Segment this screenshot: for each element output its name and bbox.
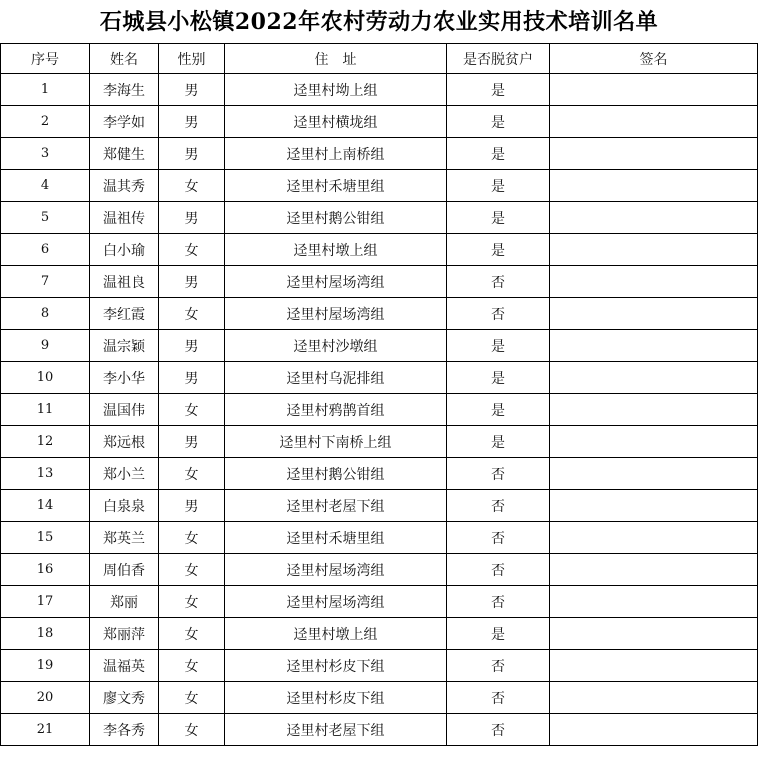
table-row	[1, 586, 758, 618]
cell-address: 迳里村老屋下组	[225, 714, 447, 746]
cell-address: 迳里村沙墩组	[225, 330, 447, 362]
cell-name: 郑英兰	[90, 522, 159, 554]
cell-signature	[550, 330, 758, 362]
cell-address: 迳里村横垅组	[225, 106, 447, 138]
table-row	[1, 458, 758, 490]
table-row	[1, 330, 758, 362]
table-row	[1, 170, 758, 202]
cell-poverty: 否	[447, 714, 550, 746]
cell-gender: 男	[159, 202, 225, 234]
cell-name: 廖文秀	[90, 682, 159, 714]
cell-poverty: 否	[447, 298, 550, 330]
cell-poverty: 是	[447, 234, 550, 266]
cell-name: 温福英	[90, 650, 159, 682]
cell-address: 迳里村老屋下组	[225, 490, 447, 522]
cell-signature	[550, 426, 758, 458]
table-row	[1, 714, 758, 746]
table-row	[1, 682, 758, 714]
cell-signature	[550, 106, 758, 138]
cell-name: 郑健生	[90, 138, 159, 170]
cell-name: 郑丽	[90, 586, 159, 618]
table-row	[1, 618, 758, 650]
cell-poverty: 是	[447, 362, 550, 394]
cell-signature	[550, 74, 758, 106]
cell-seq: 20	[1, 682, 90, 714]
cell-signature	[550, 394, 758, 426]
table-row	[1, 74, 758, 106]
cell-name: 周伯香	[90, 554, 159, 586]
cell-name: 温国伟	[90, 394, 159, 426]
table-row	[1, 106, 758, 138]
cell-signature	[550, 618, 758, 650]
cell-name: 李各秀	[90, 714, 159, 746]
cell-seq: 3	[1, 138, 90, 170]
cell-poverty: 是	[447, 170, 550, 202]
cell-poverty: 否	[447, 266, 550, 298]
cell-address: 迳里村下南桥上组	[225, 426, 447, 458]
cell-poverty: 否	[447, 650, 550, 682]
cell-address: 迳里村禾塘里组	[225, 170, 447, 202]
cell-gender: 女	[159, 522, 225, 554]
cell-seq: 18	[1, 618, 90, 650]
cell-seq: 1	[1, 74, 90, 106]
table-row	[1, 554, 758, 586]
cell-seq: 10	[1, 362, 90, 394]
cell-address: 迳里村鸦鹊首组	[225, 394, 447, 426]
cell-seq: 4	[1, 170, 90, 202]
cell-seq: 14	[1, 490, 90, 522]
cell-gender: 女	[159, 618, 225, 650]
cell-signature	[550, 234, 758, 266]
cell-signature	[550, 298, 758, 330]
cell-address: 迳里村禾塘里组	[225, 522, 447, 554]
cell-seq: 6	[1, 234, 90, 266]
header-signature: 签名	[550, 44, 758, 74]
cell-seq: 5	[1, 202, 90, 234]
table-row	[1, 266, 758, 298]
table-row	[1, 202, 758, 234]
cell-seq: 16	[1, 554, 90, 586]
cell-address: 迳里村屋场湾组	[225, 554, 447, 586]
cell-name: 李小华	[90, 362, 159, 394]
cell-address: 迳里村鹅公钳组	[225, 458, 447, 490]
table-row	[1, 138, 758, 170]
cell-seq: 11	[1, 394, 90, 426]
cell-signature	[550, 458, 758, 490]
cell-gender: 女	[159, 170, 225, 202]
table-row	[1, 426, 758, 458]
header-row	[1, 44, 758, 74]
cell-poverty: 是	[447, 394, 550, 426]
cell-poverty: 否	[447, 554, 550, 586]
cell-gender: 男	[159, 426, 225, 458]
cell-signature	[550, 522, 758, 554]
cell-poverty: 是	[447, 138, 550, 170]
cell-name: 郑小兰	[90, 458, 159, 490]
cell-name: 温祖良	[90, 266, 159, 298]
cell-gender: 女	[159, 394, 225, 426]
cell-gender: 男	[159, 490, 225, 522]
table-row	[1, 394, 758, 426]
cell-signature	[550, 266, 758, 298]
cell-address: 迳里村墩上组	[225, 618, 447, 650]
cell-name: 温祖传	[90, 202, 159, 234]
cell-gender: 女	[159, 554, 225, 586]
cell-gender: 男	[159, 106, 225, 138]
cell-name: 白小瑜	[90, 234, 159, 266]
cell-poverty: 否	[447, 682, 550, 714]
header-seq: 序号	[1, 44, 90, 74]
cell-address: 迳里村坳上组	[225, 74, 447, 106]
cell-poverty: 否	[447, 490, 550, 522]
cell-seq: 19	[1, 650, 90, 682]
roster-table	[0, 43, 758, 746]
cell-signature	[550, 170, 758, 202]
cell-name: 李学如	[90, 106, 159, 138]
cell-name: 温其秀	[90, 170, 159, 202]
cell-address: 迳里村屋场湾组	[225, 298, 447, 330]
cell-gender: 女	[159, 298, 225, 330]
table-row	[1, 298, 758, 330]
cell-signature	[550, 714, 758, 746]
cell-gender: 男	[159, 330, 225, 362]
cell-seq: 8	[1, 298, 90, 330]
header-poverty: 是否脱贫户	[447, 44, 550, 74]
cell-signature	[550, 362, 758, 394]
cell-name: 郑丽萍	[90, 618, 159, 650]
header-name: 姓名	[90, 44, 159, 74]
cell-gender: 女	[159, 682, 225, 714]
cell-gender: 女	[159, 586, 225, 618]
cell-gender: 女	[159, 714, 225, 746]
cell-poverty: 是	[447, 618, 550, 650]
table-row	[1, 650, 758, 682]
cell-signature	[550, 586, 758, 618]
cell-poverty: 是	[447, 330, 550, 362]
cell-name: 郑远根	[90, 426, 159, 458]
cell-address: 迳里村鹅公钳组	[225, 202, 447, 234]
cell-seq: 2	[1, 106, 90, 138]
cell-gender: 女	[159, 650, 225, 682]
cell-gender: 女	[159, 458, 225, 490]
cell-poverty: 否	[447, 586, 550, 618]
cell-address: 迳里村杉皮下组	[225, 682, 447, 714]
cell-poverty: 是	[447, 106, 550, 138]
cell-address: 迳里村屋场湾组	[225, 266, 447, 298]
cell-name: 温宗颖	[90, 330, 159, 362]
cell-gender: 男	[159, 138, 225, 170]
cell-seq: 17	[1, 586, 90, 618]
cell-gender: 女	[159, 234, 225, 266]
cell-address: 迳里村屋场湾组	[225, 586, 447, 618]
cell-seq: 15	[1, 522, 90, 554]
cell-signature	[550, 138, 758, 170]
cell-signature	[550, 682, 758, 714]
cell-seq: 13	[1, 458, 90, 490]
cell-poverty: 是	[447, 426, 550, 458]
table-row	[1, 362, 758, 394]
cell-address: 迳里村乌泥排组	[225, 362, 447, 394]
cell-gender: 男	[159, 266, 225, 298]
cell-address: 迳里村墩上组	[225, 234, 447, 266]
cell-signature	[550, 650, 758, 682]
cell-seq: 7	[1, 266, 90, 298]
cell-name: 李红霞	[90, 298, 159, 330]
cell-seq: 21	[1, 714, 90, 746]
cell-poverty: 是	[447, 74, 550, 106]
header-gender: 性别	[159, 44, 225, 74]
cell-poverty: 否	[447, 458, 550, 490]
cell-signature	[550, 554, 758, 586]
cell-seq: 12	[1, 426, 90, 458]
cell-name: 白泉泉	[90, 490, 159, 522]
cell-address: 迳里村上南桥组	[225, 138, 447, 170]
cell-gender: 男	[159, 74, 225, 106]
cell-name: 李海生	[90, 74, 159, 106]
table-row	[1, 234, 758, 266]
roster-body	[1, 74, 758, 746]
cell-poverty: 否	[447, 522, 550, 554]
header-address: 住 址	[225, 44, 447, 74]
cell-seq: 9	[1, 330, 90, 362]
table-row	[1, 522, 758, 554]
cell-signature	[550, 202, 758, 234]
cell-poverty: 是	[447, 202, 550, 234]
document-title: 石城县小松镇2022年农村劳动力农业实用技术培训名单	[99, 9, 659, 35]
table-row	[1, 490, 758, 522]
cell-signature	[550, 490, 758, 522]
cell-address: 迳里村杉皮下组	[225, 650, 447, 682]
cell-gender: 男	[159, 362, 225, 394]
